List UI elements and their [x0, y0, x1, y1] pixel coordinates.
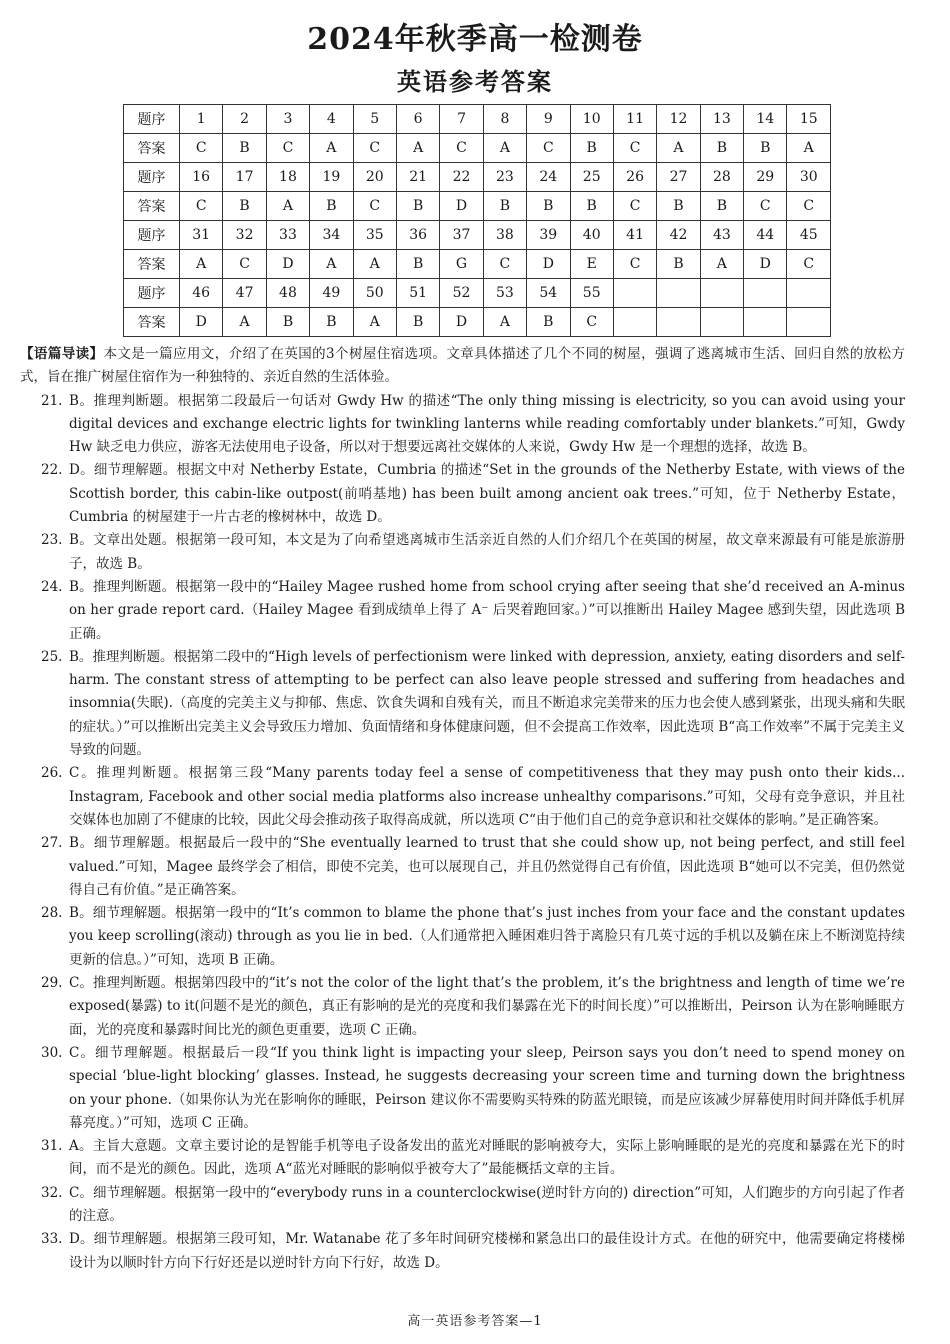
explanation-item [20, 1182, 905, 1229]
question-number-cell: 35 [353, 221, 396, 250]
answer-cell: C [179, 134, 222, 163]
row-label: 答案 [124, 134, 180, 163]
question-number-cell: 41 [613, 221, 656, 250]
question-number-cell: 25 [570, 163, 613, 192]
question-number-cell: 30 [787, 163, 831, 192]
question-number-cell: 37 [440, 221, 483, 250]
question-number: 27. [41, 835, 63, 852]
answer-cell: C [353, 192, 396, 221]
answer-cell: A [179, 250, 222, 279]
answer-cell: C [483, 250, 526, 279]
answer-cell: C [353, 134, 396, 163]
answer-row [124, 250, 831, 279]
answer-cell: B [527, 192, 570, 221]
question-number-cell: 7 [440, 105, 483, 134]
question-number-row [124, 163, 831, 192]
explanation-text: C。细节理解题。根据最后一段“If you think light is impacting your sleep, Peirson says you don’t need to spend money on special ‘blue-light blocking’ glasses. Instead, he suggests decreasing your screen time and turning down the brightness on your phone.（如果你认为光在影响你的睡眠，Peirson 建议你不需要购买特殊的防蓝光眼镜，而是应该减少屏幕使用时间并降低手机屏幕亮度。）”可知，选项 C 正确。 [69, 1044, 905, 1131]
answer-cell: B [396, 192, 439, 221]
explanation-text: C。推理判断题。根据第三段“Many parents today feel a sense of competitiveness that they may push onto their kids... Instagram, Facebook and other social media platforms also increase unhealthy comparisons.”可知，父母有竞争意识，并且社交媒体也加剧了不健康的比较，因此父母会推动孩子取得高成就，所以选项 C“由于他们自己的竞争意识和社交媒体的影响。”是正确答案。 [69, 765, 905, 828]
row-label: 题序 [124, 221, 180, 250]
question-number-cell: 45 [787, 221, 831, 250]
answer-cell: A [657, 134, 700, 163]
question-number-row [124, 105, 831, 134]
explanations-section [20, 343, 905, 1275]
question-number-cell: 29 [744, 163, 787, 192]
row-label: 题序 [124, 279, 180, 308]
explanation-text: B。文章出处题。根据第一段可知，本文是为了向希望逃离城市生活亲近自然的人们介绍几个在英国的树屋，故文章来源最有可能是旅游册子，故选 B。 [69, 532, 905, 572]
question-number-cell: 8 [483, 105, 526, 134]
answer-cell: A [396, 134, 439, 163]
row-label: 答案 [124, 192, 180, 221]
reading-intro [20, 343, 905, 390]
question-number-cell: 19 [310, 163, 353, 192]
answer-cell: D [440, 308, 483, 337]
row-label: 答案 [124, 250, 180, 279]
answer-cell: B [266, 308, 309, 337]
answer-cell: A [353, 250, 396, 279]
answer-cell: A [353, 308, 396, 337]
question-number-cell: 51 [396, 279, 439, 308]
question-number: 31. [41, 1138, 63, 1155]
question-number-cell: 43 [700, 221, 743, 250]
answer-row [124, 134, 831, 163]
answer-cell: A [266, 192, 309, 221]
answer-cell: B [527, 308, 570, 337]
question-number-cell: 31 [179, 221, 222, 250]
question-number-cell: 53 [483, 279, 526, 308]
explanation-item [20, 646, 905, 762]
answer-row [124, 308, 831, 337]
intro-text: 本文是一篇应用文，介绍了在英国的3个树屋住宿选项。文章具体描述了几个不同的树屋，强调了逃离城市生活、回归自然的放松方式，旨在推广树屋住宿作为一种独特的、亲近自然的生活体验。 [20, 346, 905, 386]
answer-cell: C [179, 192, 222, 221]
question-number-cell: 54 [527, 279, 570, 308]
page-subtitle: 英语参考答案 [397, 67, 553, 96]
explanation-item [20, 529, 905, 576]
answer-cell: A [700, 250, 743, 279]
answer-cell: E [570, 250, 613, 279]
answer-cell: C [570, 308, 613, 337]
question-number-cell: 20 [353, 163, 396, 192]
intro-label: 【语篇导读】 [20, 346, 104, 362]
answer-cell [700, 308, 743, 337]
question-number-cell: 49 [310, 279, 353, 308]
answer-cell: D [744, 250, 787, 279]
answer-cell: C [266, 134, 309, 163]
question-number-cell: 4 [310, 105, 353, 134]
row-label: 答案 [124, 308, 180, 337]
page-title: 2024年秋季高一检测卷 [307, 22, 643, 57]
answer-cell: B [700, 192, 743, 221]
question-number-cell: 39 [527, 221, 570, 250]
question-number: 29. [41, 975, 63, 992]
explanation-item [20, 576, 905, 646]
explanation-item [20, 902, 905, 972]
question-number: 22. [41, 462, 63, 479]
answer-cell: C [440, 134, 483, 163]
question-number: 32. [41, 1184, 63, 1201]
question-number-cell: 50 [353, 279, 396, 308]
answer-cell: C [787, 250, 831, 279]
answer-cell: C [223, 250, 266, 279]
answer-cell: A [310, 250, 353, 279]
explanation-text: D。细节理解题。根据文中对 Netherby Estate，Cumbria 的描述“Set in the grounds of the Netherby Estate, with views of the Scottish border, this cabin-like outpost(前哨基地) has been built among ancient oak trees.”可知，位于 Netherby Estate，Cumbria 的树屋建于一片古老的橡树林中，故选 D。 [69, 462, 905, 526]
answer-cell: G [440, 250, 483, 279]
question-number-cell: 55 [570, 279, 613, 308]
row-label: 题序 [124, 163, 180, 192]
explanation-text: B。推理判断题。根据第二段最后一句话对 Gwdy Hw 的描述“The only thing missing is electricity, so you can avoid using your digital devices and exchange electric lights for twinkling lanterns while reading comfortably under blankets.”可知，Gwdy Hw 缺乏电力供应，游客无法使用电子设备，所以对于想要远离社交媒体的人来说，Gwdy Hw 是一个理想的选择，故选 B。 [69, 392, 905, 456]
explanation-item [20, 1042, 905, 1135]
question-number: 30. [41, 1044, 63, 1061]
question-number-cell: 21 [396, 163, 439, 192]
explanation-text: B。推理判断题。根据第一段中的“Hailey Magee rushed home from school crying after seeing that she’d received an A-minus on her grade report card.（Hailey Magee 看到成绩单上得了 A⁻ 后哭着跑回家。）”可以推断出 Hailey Magee 感到失望，因此选项 B 正确。 [69, 578, 905, 642]
answer-cell: A [223, 308, 266, 337]
explanation-item [20, 832, 905, 902]
page-footer: 高一英语参考答案—1 [407, 1314, 543, 1329]
explanation-text: A。主旨大意题。文章主要讨论的是智能手机等电子设备发出的蓝光对睡眠的影响被夸大，实际上影响睡眠的是光的亮度和暴露在光下的时间，而不是光的颜色。因此，选项 A“蓝光对睡眠的影响似乎被夸大了”最能概括文章的主旨。 [69, 1138, 905, 1178]
question-number-cell [744, 279, 787, 308]
explanation-text: B。细节理解题。根据最后一段中的“She eventually learned to trust that she could show up, not being perfect, and still feel valued.”可知，Magee 最终学会了相信，即使不完美，也可以展现自己，并且仍然觉得自己有价值，因此选项 B“她可以不完美，但仍然觉得自己有价值。”是正确答案。 [69, 835, 905, 898]
question-number-cell: 17 [223, 163, 266, 192]
answer-cell: B [700, 134, 743, 163]
answer-cell: B [570, 134, 613, 163]
explanation-item [20, 1135, 905, 1182]
question-number-cell: 18 [266, 163, 309, 192]
question-number-cell: 16 [179, 163, 222, 192]
question-number-cell: 11 [613, 105, 656, 134]
question-number-cell: 34 [310, 221, 353, 250]
answer-cell: D [179, 308, 222, 337]
explanation-list [20, 390, 905, 1275]
explanation-item [20, 390, 905, 460]
explanation-text: C。推理判断题。根据第四段中的“it’s not the color of the light that’s the problem, it’s the brightness and length of time we’re exposed(暴露) to it(问题不是光的颜色，真正有影响的是光的亮度和我们暴露在光下的时间长度）”可以推断出，Peirson 认为在影响睡眠方面，光的亮度和暴露时间比光的颜色更重要，选项 C 正确。 [69, 975, 905, 1038]
question-number-cell: 23 [483, 163, 526, 192]
answer-cell: C [787, 192, 831, 221]
question-number-cell: 40 [570, 221, 613, 250]
explanation-text: B。推理判断题。根据第二段中的“High levels of perfectionism were linked with depression, anxiety, eating disorders and self-harm. The constant stress of attempting to be perfect can also leave people stressed and suffering from headaches and insomnia(失眠).（高度的完美主义与抑郁、焦虑、饮食失调和自残有关，而且不断追求完美带来的压力也会使人感到紧张，出现头痛和失眠的症状。）”可以推断出完美主义会导致压力增加、负面情绪和身体健康问题，但不会提高工作效率，因此选项 B“高工作效率”不属于完美主义导致的问题。 [69, 648, 905, 759]
question-number-cell: 48 [266, 279, 309, 308]
question-number-row [124, 221, 831, 250]
question-number-cell: 33 [266, 221, 309, 250]
question-number-cell: 46 [179, 279, 222, 308]
answer-cell [657, 308, 700, 337]
answer-cell: B [310, 308, 353, 337]
question-number-row [124, 279, 831, 308]
question-number-cell [613, 279, 656, 308]
question-number-cell: 3 [266, 105, 309, 134]
answer-cell: C [613, 134, 656, 163]
answer-cell [744, 308, 787, 337]
answer-cell: C [613, 250, 656, 279]
answer-cell: A [310, 134, 353, 163]
explanation-text: C。细节理解题。根据第一段中的“everybody runs in a counterclockwise(逆时针方向的) direction”可知，人们跑步的方向引起了作者的注意。 [69, 1184, 905, 1224]
answer-cell: B [657, 250, 700, 279]
question-number-cell [787, 279, 831, 308]
answer-cell: A [483, 134, 526, 163]
question-number: 24. [41, 578, 63, 595]
question-number-cell: 28 [700, 163, 743, 192]
question-number-cell: 36 [396, 221, 439, 250]
answer-cell: C [613, 192, 656, 221]
question-number-cell: 44 [744, 221, 787, 250]
question-number-cell: 27 [657, 163, 700, 192]
question-number-cell: 5 [353, 105, 396, 134]
answer-cell: C [744, 192, 787, 221]
question-number: 21. [41, 392, 63, 409]
answer-cell: A [483, 308, 526, 337]
question-number-cell: 32 [223, 221, 266, 250]
question-number-cell [657, 279, 700, 308]
answer-cell: D [440, 192, 483, 221]
answer-cell: B [310, 192, 353, 221]
explanation-item [20, 972, 905, 1042]
answer-cell: B [744, 134, 787, 163]
question-number-cell: 2 [223, 105, 266, 134]
answer-cell: B [223, 192, 266, 221]
question-number: 33. [41, 1231, 63, 1248]
explanation-item [20, 1228, 905, 1275]
explanation-text: B。细节理解题。根据第一段中的“It’s common to blame the phone that’s just inches from your face and the constant updates you keep scrolling(滚动) through as you lie in bed.（人们通常把入睡困难归咎于离脸只有几英寸远的手机以及躺在床上不断浏览持续更新的信息。）”可知，选项 B 正确。 [69, 905, 905, 968]
question-number-cell: 6 [396, 105, 439, 134]
answer-cell: B [396, 308, 439, 337]
question-number-cell: 14 [744, 105, 787, 134]
question-number-cell: 22 [440, 163, 483, 192]
answer-cell: B [570, 192, 613, 221]
question-number-cell: 52 [440, 279, 483, 308]
answer-cell: B [396, 250, 439, 279]
question-number-cell [700, 279, 743, 308]
question-number: 28. [41, 905, 63, 922]
question-number-cell: 15 [787, 105, 831, 134]
answer-row [124, 192, 831, 221]
question-number-cell: 47 [223, 279, 266, 308]
answer-cell: B [223, 134, 266, 163]
question-number-cell: 26 [613, 163, 656, 192]
answer-cell: D [527, 250, 570, 279]
answer-cell: B [657, 192, 700, 221]
question-number-cell: 42 [657, 221, 700, 250]
explanation-text: D。细节理解题。根据第三段可知，Mr. Watanabe 花了多年时间研究楼梯和紧急出口的最佳设计方式。在他的研究中，他需要确定将楼梯设计为以顺时针方向下行好还是以逆时针方向下行好，故选 D。 [69, 1231, 905, 1271]
answer-table [123, 104, 831, 337]
answer-cell: D [266, 250, 309, 279]
question-number-cell: 9 [527, 105, 570, 134]
question-number-cell: 1 [179, 105, 222, 134]
question-number-cell: 38 [483, 221, 526, 250]
explanation-item [20, 459, 905, 529]
question-number: 25. [41, 648, 63, 665]
question-number: 23. [41, 532, 63, 549]
question-number-cell: 12 [657, 105, 700, 134]
question-number-cell: 24 [527, 163, 570, 192]
answer-cell: B [483, 192, 526, 221]
answer-cell [787, 308, 831, 337]
answer-cell [613, 308, 656, 337]
answer-cell: A [787, 134, 831, 163]
question-number-cell: 10 [570, 105, 613, 134]
row-label: 题序 [124, 105, 180, 134]
question-number-cell: 13 [700, 105, 743, 134]
question-number: 26. [41, 765, 63, 782]
explanation-item [20, 762, 905, 832]
answer-cell: C [527, 134, 570, 163]
